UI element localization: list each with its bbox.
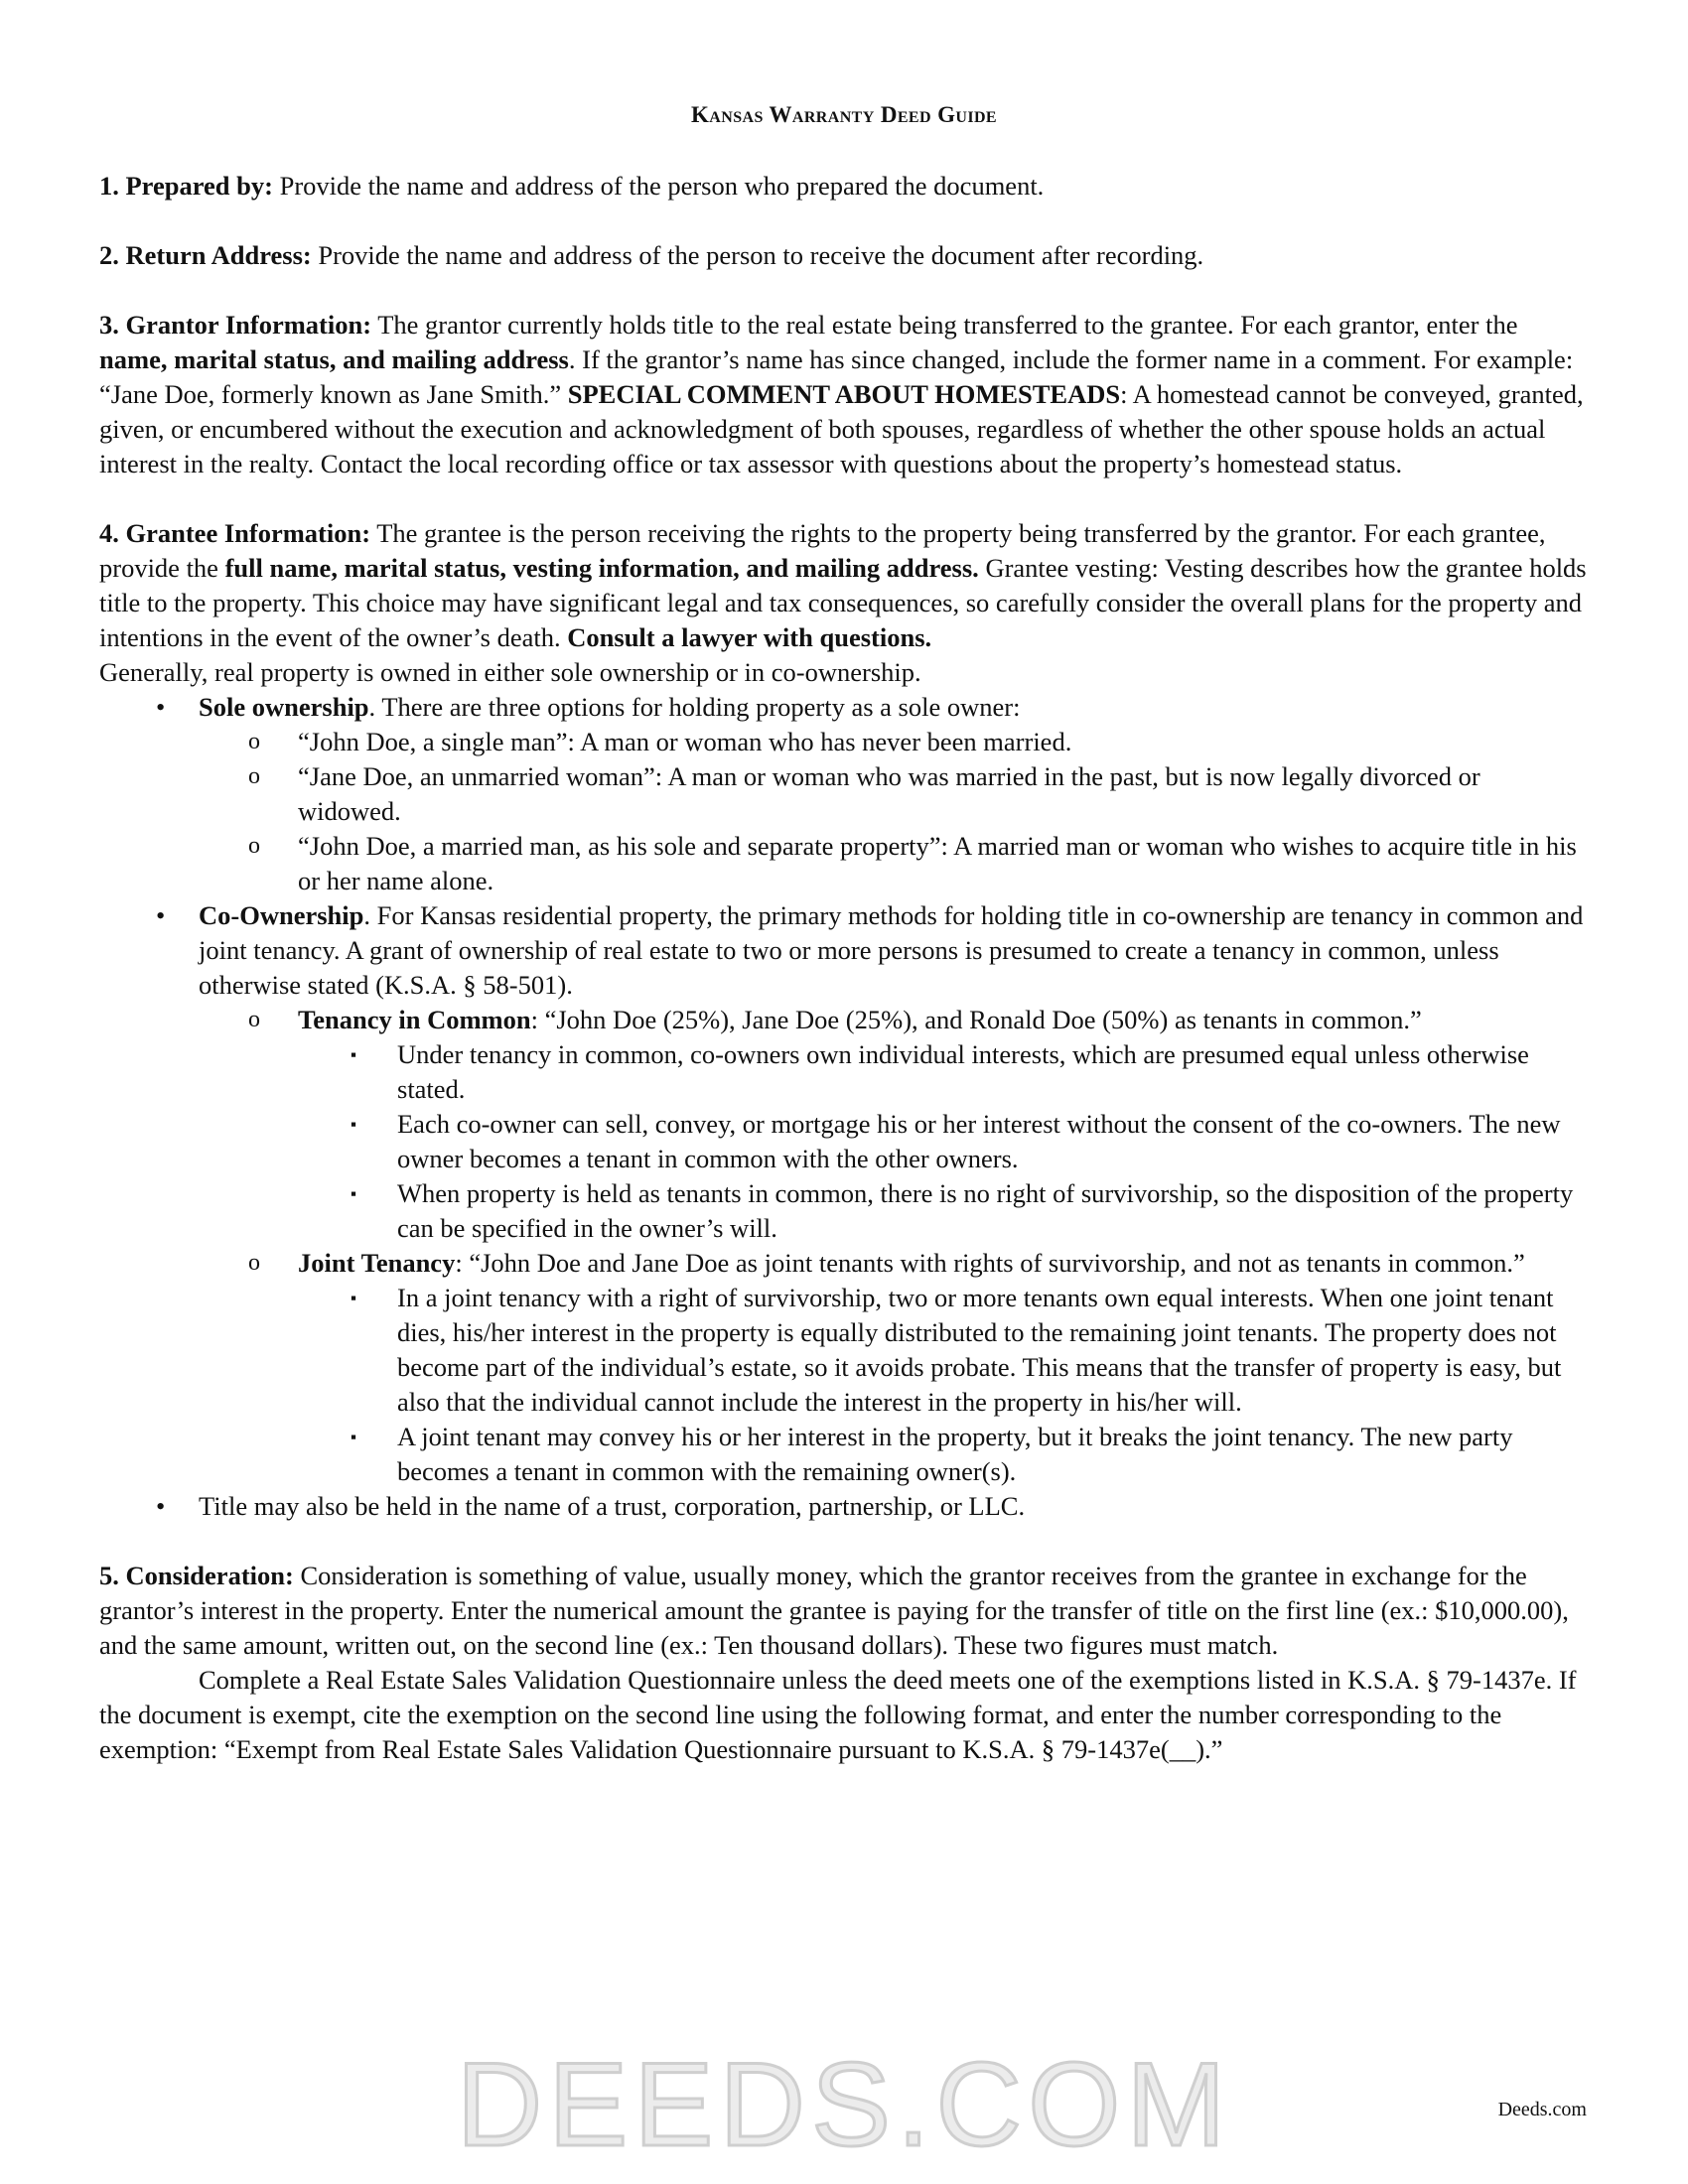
list-item-tic-no-survivorship [99, 1176, 1589, 1246]
section-text: The grantee is the person receiving the rights to the property being transferred by the grantor. For each grantee, provide the [99, 518, 1546, 583]
section-heading: 2. Return Address: [99, 240, 312, 270]
item-text: “John Doe, a married man, as his sole and separate property”: A married man or woman who wishes to acquire title in his or her name alone. [298, 831, 1577, 895]
section-heading: 5. Consideration: [99, 1561, 294, 1590]
section-grantee-information [99, 516, 1589, 655]
general-ownership-text: Generally, real property is owned in either sole ownership or in co-ownership. [99, 657, 921, 687]
item-heading: Tenancy in Common [298, 1005, 531, 1034]
bold-text: SPECIAL COMMENT ABOUT HOMESTEADS [567, 379, 1121, 409]
list-item-joint-tenancy [99, 1246, 1589, 1281]
section-grantor-information [99, 308, 1589, 481]
section-return-address [99, 238, 1589, 273]
list-item-married-man [99, 829, 1589, 898]
item-text: . For Kansas residential property, the primary methods for holding title in co-ownership are tenancy in common and joint tenancy. A grant of ownership of real estate to two or more persons is presumed to create a tenancy in common, unless otherwise stated (K.S.A. § 58-501). [199, 900, 1584, 1000]
item-text: Each co-owner can sell, convey, or mortgage his or her interest without the consent of the co-owners. The new owner becomes a tenant in common with the other owners. [397, 1109, 1561, 1173]
bullet-marker: • [156, 1491, 166, 1521]
item-text: : “John Doe (25%), Jane Doe (25%), and Ronald Doe (50%) as tenants in common.” [530, 1005, 1422, 1034]
item-text: : “John Doe and Jane Doe as joint tenants with rights of survivorship, and not as tenants in common.” [455, 1248, 1525, 1278]
validation-questionnaire-paragraph: Complete a Real Estate Sales Validation Questionnaire unless the deed meets one of the exemptions listed in K.S.A. § 79-1437e. If the document is exempt, cite the exemption on the second line using the following format, and enter the number corresponding to the exemption: “Exempt from Real Estate Sales Validation Questionnaire pursuant to K.S.A. § 79-1437e(__).” [99, 1665, 1577, 1764]
section-text: Grantee vesting: Vesting describes how the grantee holds title to the property. This choice may have significant legal and tax consequences, so carefully consider the overall plans for the property and intentions in the event of the owner’s death. [99, 553, 1587, 652]
bullet-marker: • [156, 900, 166, 930]
list-item-co-ownership [99, 898, 1589, 1003]
item-text: In a joint tenancy with a right of survivorship, two or more tenants own equal interests. When one joint tenant dies, his/her interest in the property is equally distributed to the remaining joint tenants. The property does not become part of the individual’s estate, so it avoids probate. This means that the transfer of property is easy, but also that the individual cannot include the interest in the property in his/her will. [397, 1283, 1562, 1417]
section-consideration [99, 1559, 1589, 1663]
square-marker: ▪ [351, 1428, 357, 1446]
bold-text: full name, marital status, vesting information, and mailing address. [224, 553, 979, 583]
square-marker: ▪ [351, 1045, 357, 1064]
list-item-tenancy-in-common [99, 1003, 1589, 1037]
list-item-sole-ownership [99, 690, 1589, 725]
section-text: Consideration is something of value, usually money, which the grantor receives from the grantee in exchange for the grantor’s interest in the property. Enter the numerical amount the grantee is paying for the transfer of title on the first line (ex.: $10,000.00), and the same amount, written out, on the second line (ex.: Ten thousand dollars). These two figures must match. [99, 1561, 1569, 1660]
circle-marker: o [248, 1250, 260, 1276]
deeds-watermark: DEEDS.COM [456, 2038, 1232, 2171]
item-heading: Joint Tenancy [298, 1248, 456, 1278]
list-item-jt-convey [99, 1420, 1589, 1489]
item-text: “John Doe, a single man”: A man or woman who has never been married. [298, 727, 1072, 756]
item-heading: Co-Ownership [199, 900, 364, 930]
list-item-tic-convey [99, 1107, 1589, 1176]
list-item-jt-survivorship [99, 1281, 1589, 1420]
footer-brand: Deeds.com [1497, 2099, 1587, 2120]
bold-text: name, marital status, and mailing address [99, 344, 569, 374]
section-text: Provide the name and address of the person who prepared the document. [272, 171, 1045, 201]
item-text: . There are three options for holding property as a sole owner: [368, 692, 1021, 722]
item-text: Under tenancy in common, co-owners own individual interests, which are presumed equal unless otherwise stated. [397, 1039, 1529, 1104]
square-marker: ▪ [351, 1184, 357, 1203]
list-item-tic-equal-interests [99, 1037, 1589, 1107]
section-heading: 1. Prepared by: [99, 171, 273, 201]
bold-text: Consult a lawyer with questions. [567, 622, 932, 652]
document-body [99, 169, 1589, 1767]
square-marker: ▪ [351, 1289, 357, 1307]
section-text: . If the grantor’s name has since changed, include the former name in a comment. For example: “Jane Doe, formerly known as Jane Smith.” [99, 344, 1574, 409]
item-heading: Sole ownership [199, 692, 369, 722]
square-marker: ▪ [351, 1115, 357, 1134]
section-heading: 4. Grantee Information: [99, 518, 371, 548]
item-text: When property is held as tenants in common, there is no right of survivorship, so the disposition of the property can be specified in the owner’s will. [397, 1178, 1574, 1243]
item-text: Title may also be held in the name of a trust, corporation, partnership, or LLC. [199, 1491, 1026, 1521]
list-item-trust [99, 1489, 1589, 1524]
item-text: “Jane Doe, an unmarried woman”: A man or woman who was married in the past, but is now legally divorced or widowed. [298, 761, 1480, 826]
circle-marker: o [248, 729, 260, 754]
list-item-unmarried-woman [99, 759, 1589, 829]
item-text: A joint tenant may convey his or her interest in the property, but it breaks the joint tenancy. The new party becomes a tenant in common with the remaining owner(s). [397, 1422, 1513, 1486]
section-text: The grantor currently holds title to the real estate being transferred to the grantee. For each grantor, enter the [371, 310, 1518, 340]
section-heading: 3. Grantor Information: [99, 310, 372, 340]
section-prepared-by [99, 169, 1589, 204]
section-text: Provide the name and address of the person to receive the document after recording. [311, 240, 1204, 270]
bullet-marker: • [156, 692, 166, 722]
page-title: Kansas Warranty Deed Guide [691, 102, 997, 127]
list-item-single-man [99, 725, 1589, 759]
circle-marker: o [248, 1007, 260, 1032]
circle-marker: o [248, 763, 260, 789]
section-text: : A homestead cannot be conveyed, granted, given, or encumbered without the execution and acknowledgment of both spouses, regardless of whether the other spouse holds an actual interest in the realty. Contact the local recording office or tax assessor with questions about the property’s homestead status. [99, 379, 1584, 478]
circle-marker: o [248, 833, 260, 859]
